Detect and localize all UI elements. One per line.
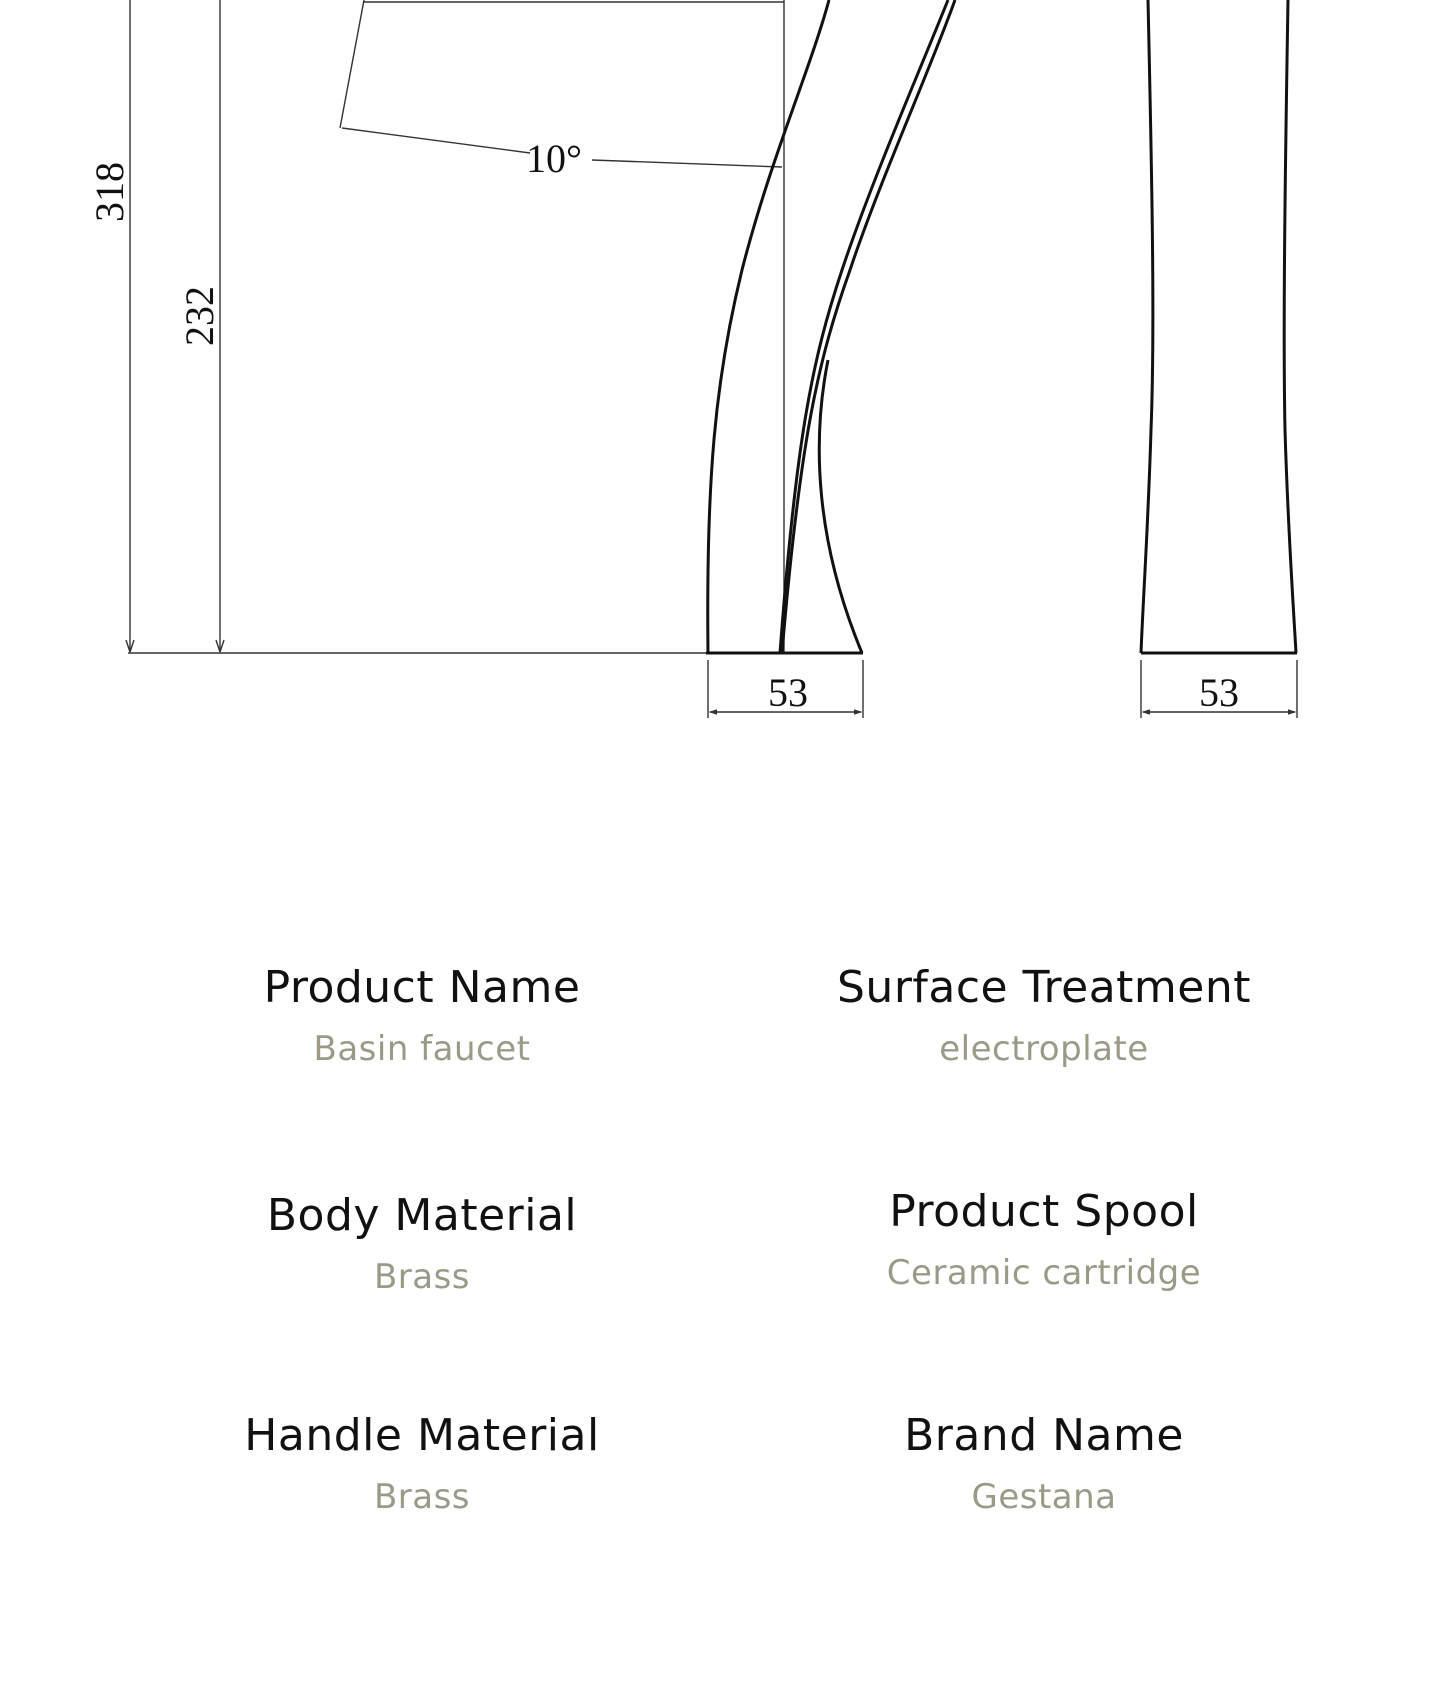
dimension-label-front-53: 53 bbox=[1199, 670, 1239, 715]
spec-label: Product Spool bbox=[889, 1186, 1199, 1237]
dimension-label-318: 318 bbox=[87, 162, 132, 222]
angle-label: 10° bbox=[526, 136, 582, 181]
spec-label: Product Name bbox=[263, 962, 581, 1013]
spec-surface-treatment bbox=[734, 962, 1354, 1069]
spec-handle-material bbox=[112, 1410, 732, 1517]
spec-value: Gestana bbox=[971, 1477, 1117, 1517]
dimension-label-232: 232 bbox=[177, 286, 222, 346]
spec-value: Brass bbox=[373, 1477, 471, 1517]
spec-value: electroplate bbox=[939, 1029, 1149, 1069]
spec-value: Brass bbox=[373, 1257, 471, 1297]
spec-label: Surface Treatment bbox=[837, 962, 1251, 1013]
spec-body-material bbox=[112, 1190, 732, 1297]
spec-label: Body Material bbox=[266, 1190, 578, 1241]
spec-label: Brand Name bbox=[904, 1410, 1184, 1461]
spec-product-spool bbox=[734, 1186, 1354, 1293]
spec-value: Ceramic cartridge bbox=[886, 1253, 1202, 1293]
spec-product-name bbox=[112, 962, 732, 1069]
spec-label: Handle Material bbox=[244, 1410, 600, 1461]
spec-value: Basin faucet bbox=[313, 1029, 531, 1069]
spec-brand-name bbox=[734, 1410, 1354, 1517]
dimension-label-side-53: 53 bbox=[768, 670, 808, 715]
